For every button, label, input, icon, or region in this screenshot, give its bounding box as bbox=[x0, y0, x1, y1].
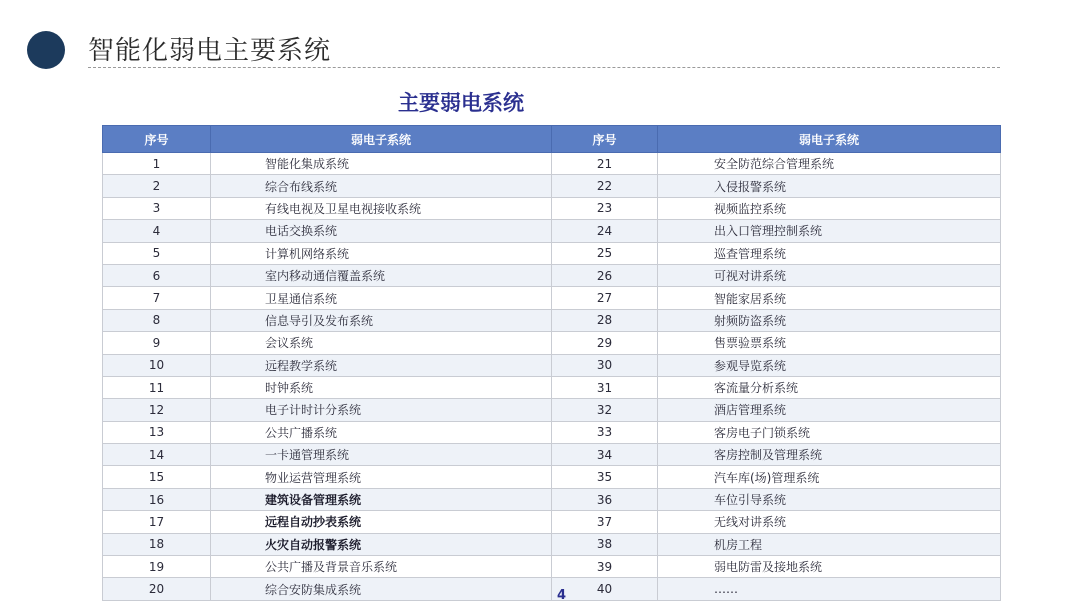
table-row bbox=[103, 264, 1001, 286]
row-index-right: 37 bbox=[552, 511, 658, 533]
row-index-left: 6 bbox=[103, 264, 211, 286]
row-index-left: 3 bbox=[103, 197, 211, 219]
row-subsystem-left: 计算机网络系统 bbox=[211, 242, 552, 264]
row-subsystem-left: 电话交换系统 bbox=[211, 220, 552, 242]
row-index-left: 13 bbox=[103, 421, 211, 443]
row-subsystem-left: 室内移动通信覆盖系统 bbox=[211, 264, 552, 286]
table-row bbox=[103, 511, 1001, 533]
subsystems-table bbox=[102, 125, 1001, 601]
row-index-left: 8 bbox=[103, 309, 211, 331]
row-subsystem-right: …… bbox=[658, 578, 1001, 600]
row-subsystem-right: 参观导览系统 bbox=[658, 354, 1001, 376]
row-subsystem-right: 射频防盗系统 bbox=[658, 309, 1001, 331]
row-index-right: 31 bbox=[552, 376, 658, 398]
row-index-left: 18 bbox=[103, 533, 211, 555]
table-row bbox=[103, 556, 1001, 578]
row-subsystem-right: 售票验票系统 bbox=[658, 332, 1001, 354]
page-number: 4 bbox=[557, 588, 567, 603]
row-index-right: 38 bbox=[552, 533, 658, 555]
row-subsystem-left: 一卡通管理系统 bbox=[211, 444, 552, 466]
row-index-right: 40 bbox=[552, 578, 658, 600]
row-subsystem-left: 公共广播及背景音乐系统 bbox=[211, 556, 552, 578]
row-index-left: 17 bbox=[103, 511, 211, 533]
row-index-right: 23 bbox=[552, 197, 658, 219]
row-subsystem-left: 远程教学系统 bbox=[211, 354, 552, 376]
row-subsystem-left: 智能化集成系统 bbox=[211, 153, 552, 175]
row-subsystem-right: 可视对讲系统 bbox=[658, 264, 1001, 286]
row-index-left: 14 bbox=[103, 444, 211, 466]
table-row bbox=[103, 175, 1001, 197]
table-row bbox=[103, 197, 1001, 219]
row-index-right: 34 bbox=[552, 444, 658, 466]
table-row bbox=[103, 376, 1001, 398]
row-subsystem-right: 机房工程 bbox=[658, 533, 1001, 555]
table-row bbox=[103, 488, 1001, 510]
header-subsystem-left: 弱电子系统 bbox=[211, 126, 552, 153]
row-subsystem-right: 智能家居系统 bbox=[658, 287, 1001, 309]
table-row bbox=[103, 242, 1001, 264]
row-subsystem-right: 无线对讲系统 bbox=[658, 511, 1001, 533]
row-index-left: 10 bbox=[103, 354, 211, 376]
title-divider bbox=[88, 67, 1000, 68]
row-index-left: 11 bbox=[103, 376, 211, 398]
row-index-left: 19 bbox=[103, 556, 211, 578]
row-subsystem-right: 巡查管理系统 bbox=[658, 242, 1001, 264]
table-row bbox=[103, 287, 1001, 309]
row-index-right: 21 bbox=[552, 153, 658, 175]
table-header-row bbox=[103, 126, 1001, 153]
row-subsystem-left: 有线电视及卫星电视接收系统 bbox=[211, 197, 552, 219]
table-heading: 主要弱电系统 bbox=[398, 91, 524, 115]
row-subsystem-left: 会议系统 bbox=[211, 332, 552, 354]
header-subsystem-right: 弱电子系统 bbox=[658, 126, 1001, 153]
row-subsystem-left: 时钟系统 bbox=[211, 376, 552, 398]
row-subsystem-left: 卫星通信系统 bbox=[211, 287, 552, 309]
row-index-right: 39 bbox=[552, 556, 658, 578]
row-subsystem-right: 车位引导系统 bbox=[658, 488, 1001, 510]
row-index-right: 30 bbox=[552, 354, 658, 376]
row-index-left: 16 bbox=[103, 488, 211, 510]
row-index-left: 1 bbox=[103, 153, 211, 175]
row-index-left: 12 bbox=[103, 399, 211, 421]
row-index-left: 7 bbox=[103, 287, 211, 309]
row-subsystem-left: 建筑设备管理系统 bbox=[211, 488, 552, 510]
row-subsystem-left: 电子计时计分系统 bbox=[211, 399, 552, 421]
table-body bbox=[103, 153, 1001, 601]
row-subsystem-right: 客房电子门锁系统 bbox=[658, 421, 1001, 443]
row-index-right: 24 bbox=[552, 220, 658, 242]
row-index-right: 36 bbox=[552, 488, 658, 510]
row-subsystem-right: 客房控制及管理系统 bbox=[658, 444, 1001, 466]
row-subsystem-right: 弱电防雷及接地系统 bbox=[658, 556, 1001, 578]
row-index-right: 22 bbox=[552, 175, 658, 197]
table-row bbox=[103, 466, 1001, 488]
row-subsystem-right: 出入口管理控制系统 bbox=[658, 220, 1001, 242]
row-subsystem-right: 视频监控系统 bbox=[658, 197, 1001, 219]
row-index-left: 20 bbox=[103, 578, 211, 600]
table-row bbox=[103, 533, 1001, 555]
row-subsystem-left: 公共广播系统 bbox=[211, 421, 552, 443]
row-index-right: 26 bbox=[552, 264, 658, 286]
table-row bbox=[103, 153, 1001, 175]
row-index-right: 29 bbox=[552, 332, 658, 354]
table-row bbox=[103, 332, 1001, 354]
row-subsystem-left: 远程自动抄表系统 bbox=[211, 511, 552, 533]
row-subsystem-right: 安全防范综合管理系统 bbox=[658, 153, 1001, 175]
row-index-left: 4 bbox=[103, 220, 211, 242]
title-bullet-dot bbox=[27, 31, 65, 69]
table-row bbox=[103, 309, 1001, 331]
row-index-right: 28 bbox=[552, 309, 658, 331]
table-row bbox=[103, 354, 1001, 376]
row-index-right: 32 bbox=[552, 399, 658, 421]
row-subsystem-left: 综合安防集成系统 bbox=[211, 578, 552, 600]
row-index-left: 2 bbox=[103, 175, 211, 197]
row-index-right: 33 bbox=[552, 421, 658, 443]
table-row bbox=[103, 578, 1001, 600]
table-row bbox=[103, 444, 1001, 466]
row-subsystem-right: 酒店管理系统 bbox=[658, 399, 1001, 421]
row-index-right: 35 bbox=[552, 466, 658, 488]
row-index-left: 15 bbox=[103, 466, 211, 488]
table-row bbox=[103, 421, 1001, 443]
page-title: 智能化弱电主要系统 bbox=[88, 36, 332, 66]
row-subsystem-left: 综合布线系统 bbox=[211, 175, 552, 197]
table-row bbox=[103, 399, 1001, 421]
row-index-left: 5 bbox=[103, 242, 211, 264]
row-subsystem-right: 客流量分析系统 bbox=[658, 376, 1001, 398]
table-row bbox=[103, 220, 1001, 242]
row-subsystem-left: 物业运营管理系统 bbox=[211, 466, 552, 488]
row-index-right: 25 bbox=[552, 242, 658, 264]
header-index-right: 序号 bbox=[552, 126, 658, 153]
row-subsystem-right: 入侵报警系统 bbox=[658, 175, 1001, 197]
header-index-left: 序号 bbox=[103, 126, 211, 153]
row-subsystem-left: 信息导引及发布系统 bbox=[211, 309, 552, 331]
row-index-right: 27 bbox=[552, 287, 658, 309]
row-index-left: 9 bbox=[103, 332, 211, 354]
row-subsystem-left: 火灾自动报警系统 bbox=[211, 533, 552, 555]
row-subsystem-right: 汽车库(场)管理系统 bbox=[658, 466, 1001, 488]
